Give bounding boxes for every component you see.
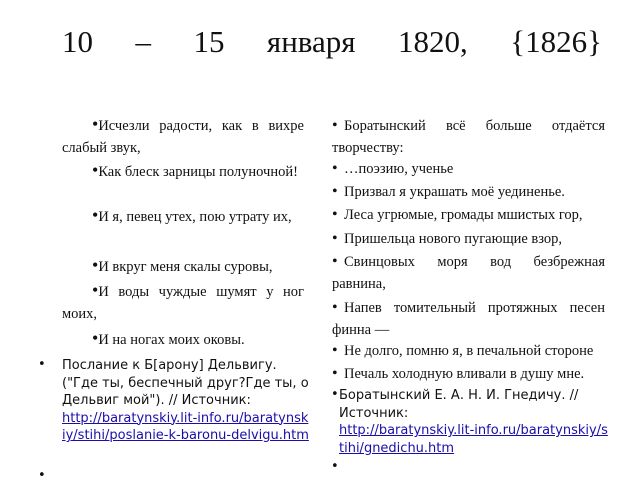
- slide-title: 10 – 15 января 1820, {1826}: [62, 24, 602, 59]
- source-link[interactable]: http://baratynskiy.lit-info.ru/baratynskiy/stihi/poslanie-k-baronu-delvigu.htm: [62, 410, 309, 443]
- source-link[interactable]: http://baratynskiy.lit-info.ru/baratynskiy/stihi/gnedichu.htm: [339, 423, 608, 456]
- verse-line: •Исчезли радости, как в вихре слабый звук,: [62, 114, 304, 156]
- source-text: Боратынский Е. А. Н. И. Гнедичу. // Источник:: [339, 388, 579, 421]
- verse-line: •И воды чуждые шумят у ног моих,: [62, 280, 304, 322]
- verse-line: • Боратынский всё больше отдаётся творчеству:: [332, 117, 605, 156]
- bullet-icon: •: [331, 387, 339, 402]
- verse-line: • …поэзию, ученье: [332, 160, 454, 177]
- verse-line: • Печаль холодную вливали в душу мне.: [332, 365, 585, 382]
- verse-line: •Как блеск зарницы полуночной!: [92, 160, 298, 180]
- source-text: Послание к Б[арону] Дельвигу. ("Где ты, беспечный друг?Где ты, о Дельвиг мой"). // Источник:: [62, 358, 309, 408]
- verse-line: • Пришельца нового пугающие взор,: [332, 230, 563, 247]
- empty-bullet-icon: •: [331, 459, 339, 474]
- verse-line: •И вкруг меня скалы суровы,: [92, 255, 273, 275]
- bullet-icon: •: [38, 357, 46, 372]
- verse-line: • Не долго, помню я, в печальной стороне: [332, 342, 594, 359]
- verse-line: • Леса угрюмые, громады мшистых гор,: [332, 206, 583, 223]
- verse-line: • Напев томительный протяжных песен финна —: [332, 299, 605, 338]
- verse-line: • Свинцовых моря вод безбрежная равнина,: [332, 253, 605, 292]
- source-citation: [62, 357, 310, 445]
- empty-bullet-icon: •: [38, 468, 46, 483]
- verse-line: •И я, певец утех, пою утрату их,: [92, 205, 292, 225]
- verse-line: •И на ногах моих оковы.: [92, 328, 245, 348]
- verse-line: • Призвал я украшать моё уединенье.: [332, 183, 565, 200]
- source-citation: [339, 387, 611, 457]
